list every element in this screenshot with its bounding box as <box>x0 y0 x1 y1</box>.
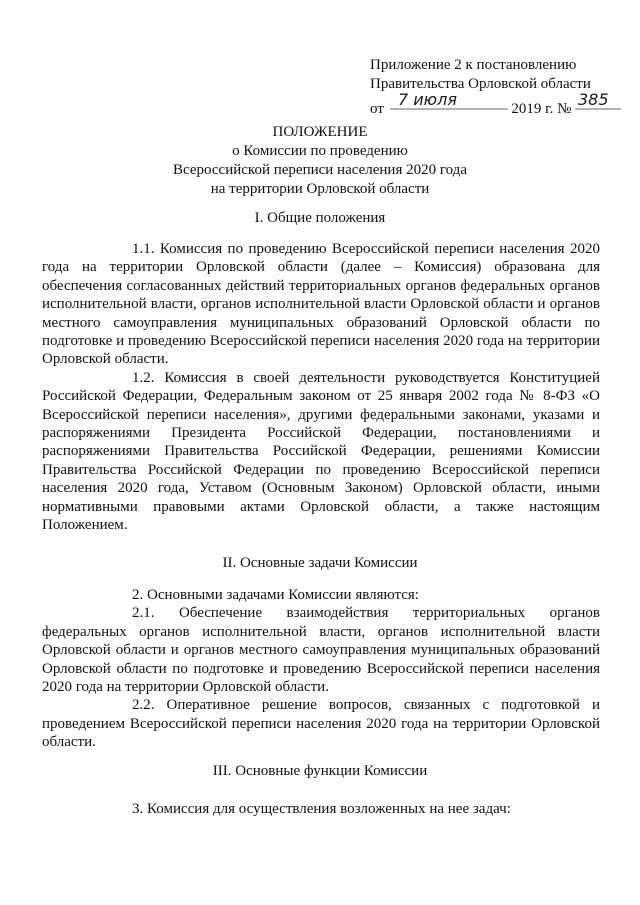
handwritten-number-text: 385 <box>578 90 609 109</box>
handwritten-number-ink <box>575 90 623 112</box>
section-2-body <box>42 586 600 752</box>
paragraph-1-2: 1.2. Комиссия в своей деятельности руководствуется Конституцией Российской Федерации, Федеральным законом от 25 января 2002 года № 8-ФЗ «О Всероссийской переписи населения», другими федеральными законами, указами и распоряжениями Президента Российской Федерации, постановлениями и распоряжениями Правительства Российской Федерации, решениями Комиссии Правительства Российской Федерации по проведению Всероссийской переписи населения 2020 года, Уставом (Основным Законом) Орловской области, иными нормативными правовыми актами Орловской области, а также настоящим Положением. <box>42 369 600 534</box>
handwritten-date-ink <box>390 90 510 112</box>
paragraph-3: 3. Комиссия для осуществления возложенных на нее задач: <box>132 801 511 817</box>
paragraph-2-1: 2.1. Обеспечение взаимодействия территориальных органов федеральных органов исполнительной власти, органов исполнительной власти Орловской области и органов местного самоуправления муниципальных образований Орловской области по подготовке и проведению Всероссийской переписи населения 2020 года на территории Орловской области. <box>42 605 600 696</box>
section-3-body <box>92 800 600 818</box>
handwritten-date <box>388 90 508 113</box>
title-line-3: Всероссийской переписи населения 2020 года <box>173 162 467 178</box>
section-heading-1: I. Общие положения <box>254 210 386 226</box>
date-suffix: 2019 г. № <box>511 101 572 117</box>
section-heading-3: III. Основные функции Комиссии <box>212 763 428 779</box>
date-prefix: от <box>370 101 384 117</box>
handwritten-date-text: 7 июля <box>397 90 457 109</box>
appendix-line-2: Правительства Орловской области <box>370 76 591 92</box>
paragraph-2: 2. Основными задачами Комиссии являются: <box>132 587 419 603</box>
paragraph-1-1: 1.1. Комиссия по проведению Всероссийской переписи населения 2020 года на территории Орловской области (далее – Комиссия) образована для обеспечения согласованных действий территориальных органов федеральных органов исполнительной власти, органов исполнительной власти Орловской области и органов местного самоуправления муниципальных образований Орловской области по подготовке и проведению Всероссийской переписи населения 2020 года на территории Орловской области. <box>42 241 600 368</box>
appendix-block <box>370 56 620 119</box>
appendix-date-line <box>370 90 620 119</box>
document-heading: ПОЛОЖЕНИЕ <box>272 124 368 140</box>
appendix-line-1: Приложение 2 к постановлению <box>370 57 577 73</box>
paragraph-2-2: 2.2. Оперативное решение вопросов, связанных с подготовкой и проведением Всероссийской переписи населения 2020 года на территории Орловской области. <box>42 697 600 751</box>
section-heading-2: II. Основные задачи Комиссии <box>222 555 418 571</box>
title-line-4: на территории Орловской области <box>210 181 430 197</box>
handwritten-number <box>575 90 619 113</box>
section-1-body <box>42 240 600 535</box>
title-line-2: о Комиссии по проведению <box>232 143 408 159</box>
